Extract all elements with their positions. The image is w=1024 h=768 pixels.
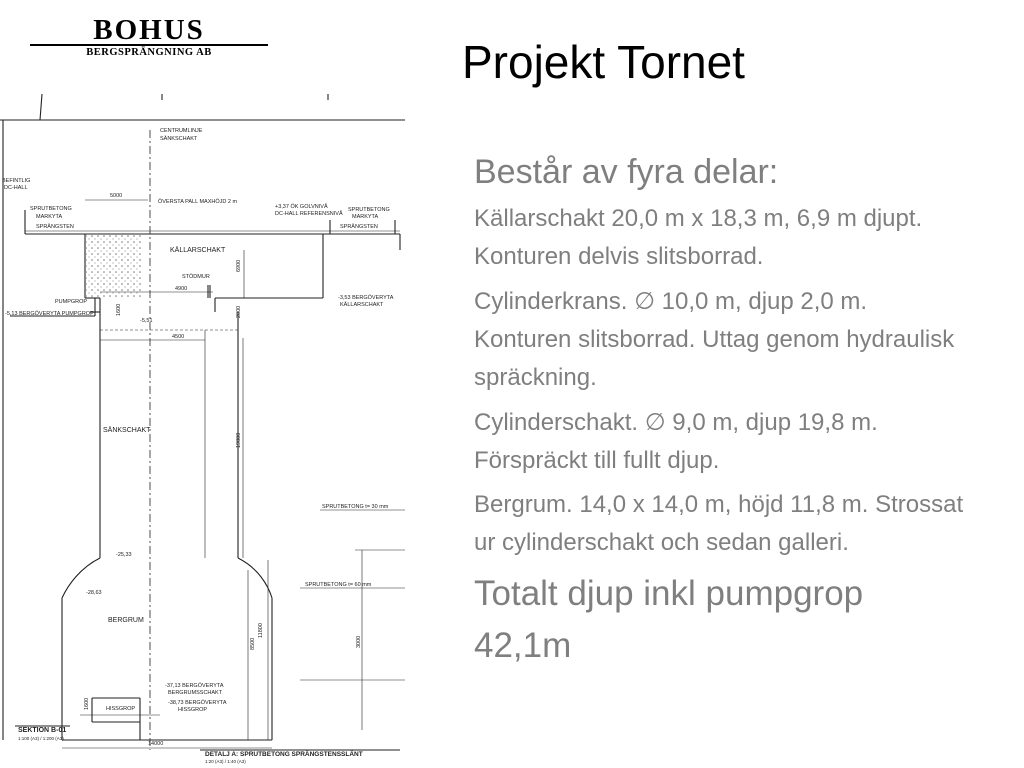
drawing-label-level-3873: -38,73 BERGÖVERYTA — [168, 700, 227, 706]
drawing-label-level-pumpgrop: -5,13 BERGÖVERYTA PUMPGROP — [5, 311, 94, 317]
content-total-depth: Totalt djup inkl pumpgrop 42,1m — [474, 574, 864, 665]
content-heading: Består av fyra delar: — [474, 153, 779, 191]
drawing-label-sprutbetong-60: SPRUTBETONG t= 60 mm — [305, 582, 372, 588]
drawing-label-dc-hall: DC-HALL — [4, 185, 28, 191]
drawing-dim-4900: 4900 — [175, 286, 188, 292]
drawing-label-stodmur: STÖDMUR — [182, 274, 210, 280]
drawing-label-level-551: -5,51 — [140, 318, 153, 324]
drawing-label-sektion-scale: 1:100 (A3) / 1:200 (A3) — [18, 736, 64, 741]
content-item-cylinderkrans — [474, 282, 964, 397]
content-panel — [474, 150, 964, 672]
drawing-label-sprutbetong-right: SPRUTBETONG — [348, 207, 390, 213]
drawing-label-sankschakt: SÄNKSCHAKT — [103, 427, 151, 434]
item-text: Cylinderschakt. — [474, 409, 645, 436]
slide-title: Projekt Tornet — [462, 36, 745, 88]
diameter-symbol: ∅ — [644, 408, 666, 436]
drawing-label-bergrum: BERGRUM — [108, 617, 144, 624]
drawing-label-bergrumsschakt: BERGRUMSSCHAKT — [168, 690, 223, 696]
item-text: Cylinderkrans. — [474, 288, 635, 315]
drawing-label-centerline-sub: SÄNKSCHAKT — [160, 136, 198, 142]
drawing-dim-5000: 5000 — [110, 193, 123, 199]
item-text: Källarschakt 20,0 m x 18,3 m, 6,9 m djupt. Konturen delvis slitsborrad. — [474, 205, 923, 270]
drawing-label-level-337: +3,37 ÖK GOLVNIVÅ — [275, 204, 328, 210]
drawing-label-kallarschakt-sub: KÄLLARSCHAKT — [340, 302, 384, 308]
drawing-label-hissgrop: HISSGROP — [106, 706, 136, 712]
drawing-label-oversta-pall: ÖVERSTA PALL MAXHÖJD 2 m — [158, 199, 238, 205]
drawing-label-pumpgrop: PUMPGROP — [55, 299, 88, 305]
section-drawing — [0, 90, 420, 768]
drawing-label-level-3713: -37,13 BERGÖVERYTA — [165, 683, 224, 689]
drawing-label-detalj: DETALJ A: SPRUTBETONG SPRÄNGSTENSSLÄNT — [205, 751, 363, 758]
drawing-dim-3000: 3000 — [356, 635, 362, 648]
drawing-dim-19800: 19800 — [236, 432, 242, 448]
drawing-dim-6900: 6900 — [236, 259, 242, 272]
drawing-label-befintlig: BEFINTLIG — [2, 178, 31, 184]
drawing-label-level-kallar: -3,53 BERGÖVERYTA — [338, 295, 394, 301]
drawing-label-sprangsten-right: SPRÄNGSTEN — [340, 224, 378, 230]
item-text: Bergrum. 14,0 x 14,0 m, höjd 11,8 m. Strossat ur cylinderschakt och sedan galleri. — [474, 491, 964, 556]
drawing-dim-14000: 14000 — [148, 741, 164, 747]
company-logo — [30, 16, 268, 59]
drawing-label-sprutbetong-left: SPRUTBETONG — [30, 206, 72, 212]
drawing-label-dc-hall-ref: DC-HALL REFERENSNIVÅ — [275, 211, 343, 217]
drawing-label-hissgrop-sub: HISSGROP — [178, 707, 208, 713]
content-item-cylinderschakt — [474, 403, 964, 480]
drawing-label-detalj-scale: 1:20 (A3) / 1:40 (A3) — [205, 759, 246, 764]
drawing-label-sektion: SEKTION B-01 — [18, 727, 67, 734]
diameter-symbol: ∅ — [634, 287, 655, 315]
drawing-dim-11800: 11800 — [258, 623, 264, 638]
content-item-bergrum — [474, 486, 964, 562]
drawing-label-markyta-left: MARKYTA — [36, 214, 63, 220]
drawing-dim-4500: 4500 — [172, 334, 185, 340]
drawing-dim-2000: 2000 — [236, 305, 242, 318]
drawing-dim-1600: 1600 — [116, 303, 122, 316]
drawing-dim-1600b: 1600 — [84, 697, 90, 710]
logo-subtitle: BERGSPRÄNGNING AB — [30, 44, 268, 59]
logo-name: BOHUS — [93, 14, 205, 46]
drawing-label-markyta-right: MARKYTA — [352, 214, 379, 220]
drawing-dim-8500: 8500 — [250, 637, 256, 650]
item-text-cont: 10,0 m, djup 2,0 m. Konturen slitsborrad. Uttag genom hydraulisk spräckning. — [474, 288, 955, 391]
drawing-label-sprangsten-left: SPRÄNGSTEN — [36, 224, 74, 230]
drawing-label-centerline: CENTRUMLINJE — [160, 128, 203, 134]
content-item-kallarschakt — [474, 200, 964, 276]
drawing-label-level-2533: -25,33 — [116, 552, 132, 558]
item-text-cont: 9,0 m, djup 19,8 m. Förspräckt till fullt djup. — [474, 409, 878, 474]
drawing-label-sprutbetong-30: SPRUTBETONG t= 30 mm — [322, 504, 389, 510]
drawing-label-kallarschakt: KÄLLARSCHAKT — [170, 247, 226, 254]
drawing-label-level-2863: -28,63 — [86, 590, 102, 596]
